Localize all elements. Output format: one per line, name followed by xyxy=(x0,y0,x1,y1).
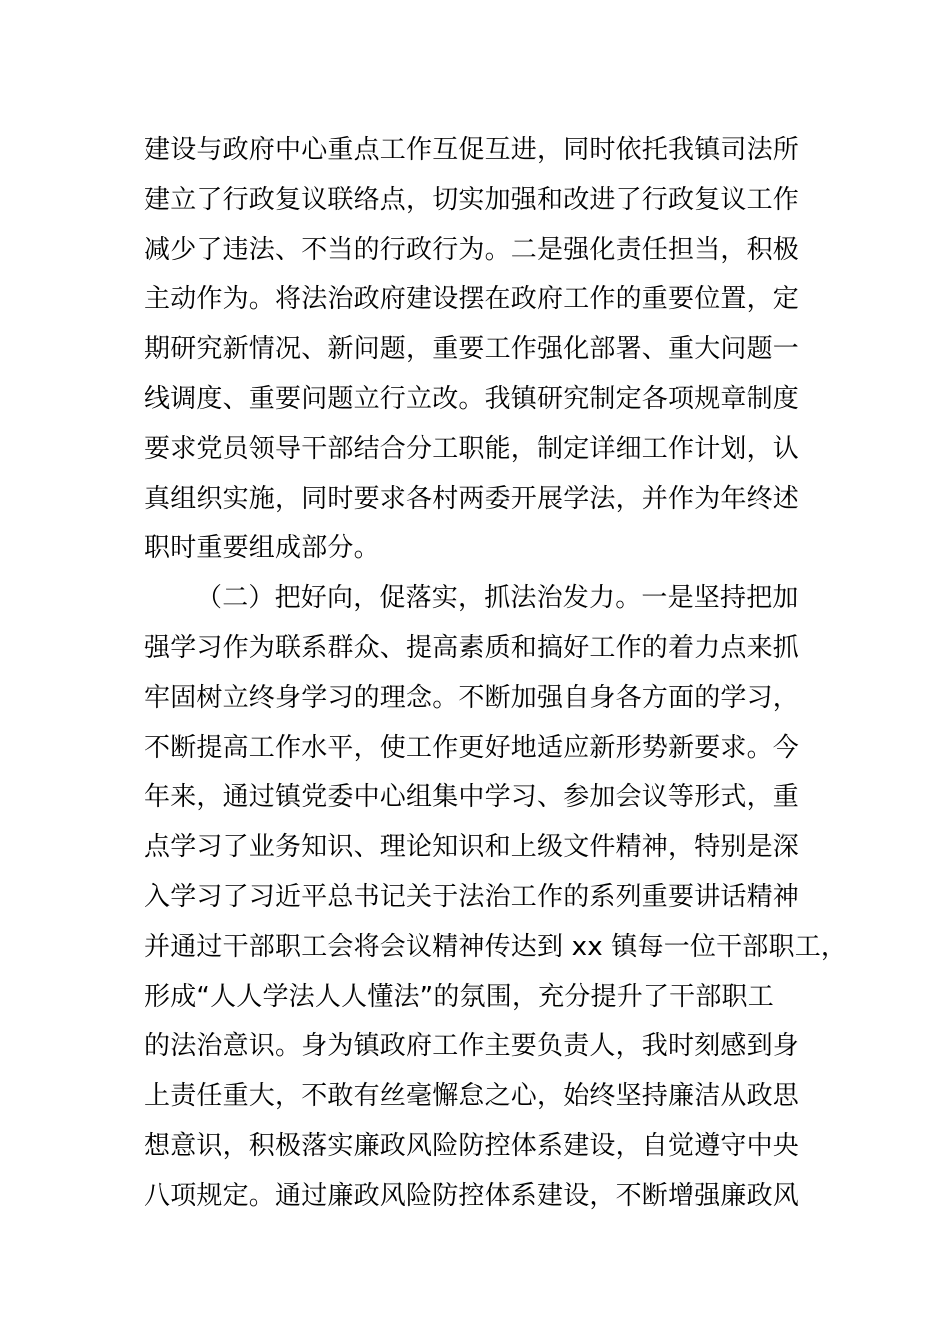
text-line: 形成“人人学法人人懂法”的氛围，充分提升了干部职工 xyxy=(144,981,774,1012)
text-line: 强学习作为联系群众、提高素质和搞好工作的着力点来抓 xyxy=(144,632,800,663)
text-line: 八项规定。通过廉政风险防控体系建设，不断增强廉政风 xyxy=(144,1180,800,1211)
text-line: 不断提高工作水平，使工作更好地适应新形势新要求。今 xyxy=(144,732,800,763)
text-line: 上责任重大，不敢有丝毫懈怠之心，始终坚持廉洁从政思 xyxy=(144,1081,800,1112)
text-line: 期研究新情况、新问题，重要工作强化部署、重大问题一 xyxy=(144,334,800,365)
text-line: 年来，通过镇党委中心组集中学习、参加会议等形式，重 xyxy=(144,782,800,813)
text-line: 建设与政府中心重点工作互促互进，同时依托我镇司法所 xyxy=(144,135,800,165)
text-line: 线调度、重要问题立行立改。我镇研究制定各项规章制度 xyxy=(144,383,800,414)
text-line: 入学习了习近平总书记关于法治工作的系列重要讲话精神 xyxy=(144,881,800,912)
text-line: 真组织实施，同时要求各村两委开展学法，并作为年终述 xyxy=(144,483,800,514)
text-line: 职时重要组成部分。 xyxy=(144,533,380,564)
text-line: 要求党员领导干部结合分工职能，制定详细工作计划，认 xyxy=(144,433,800,464)
text-line: 并通过干部职工会将会议精神传达到 xx 镇每一位干部职工， xyxy=(144,931,848,962)
text-line: 建立了行政复议联络点，切实加强和改进了行政复议工作 xyxy=(144,184,800,215)
section-heading-line: （二）把好向，促落实，抓法治发力。一是坚持把加 xyxy=(196,583,799,614)
text-line: 主动作为。将法治政府建设摆在政府工作的重要位置，定 xyxy=(144,284,800,315)
text-line: 减少了违法、不当的行政行为。二是强化责任担当，积极 xyxy=(144,234,800,265)
text-line: 点学习了业务知识、理论知识和上级文件精神，特别是深 xyxy=(144,832,800,863)
text-line: 想意识，积极落实廉政风险防控体系建设，自觉遵守中央 xyxy=(144,1130,800,1161)
text-line: 牢固树立终身学习的理念。不断加强自身各方面的学习， xyxy=(144,682,800,713)
text-line: 的法治意识。身为镇政府工作主要负责人，我时刻感到身 xyxy=(144,1031,800,1062)
body-text xyxy=(144,126,848,1222)
